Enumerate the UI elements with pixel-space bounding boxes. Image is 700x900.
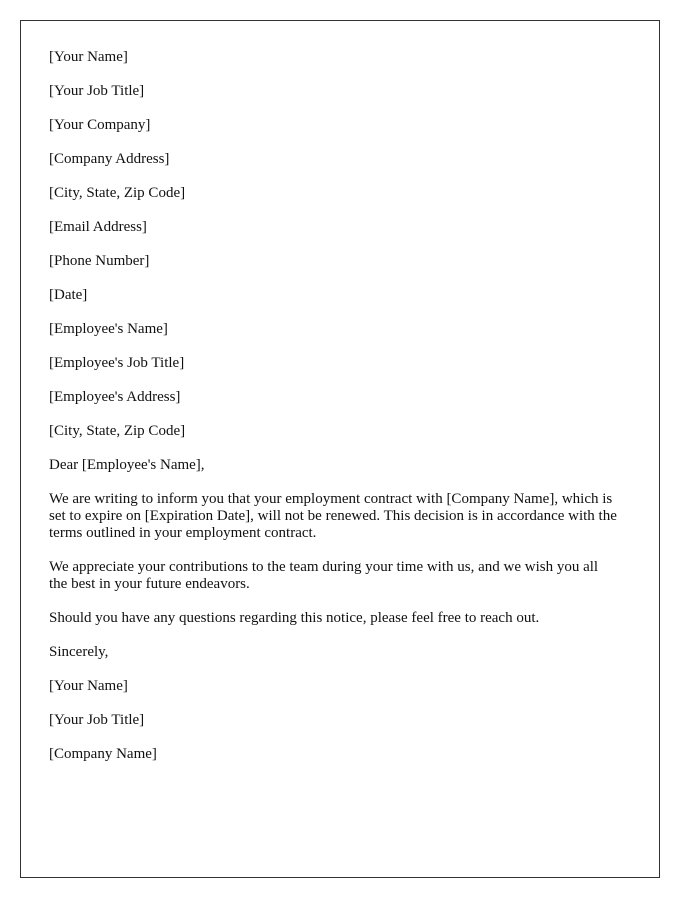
closing-name: [Your Name] [49,678,128,694]
sender-phone: [Phone Number] [49,253,150,269]
recipient-job-title: [Employee's Job Title] [49,355,185,371]
closing-company: [Company Name] [49,746,157,762]
sender-email: [Email Address] [49,219,147,235]
recipient-address: [Employee's Address] [49,389,181,405]
body-paragraph-1: We are writing to inform you that your employment contract with [Company Name], which is set to expire on [Expiration Date], will not be renewed. This decision is in accordance with the terms outlined in your employment contract. [49,491,617,541]
sender-city-state-zip: [City, State, Zip Code] [49,185,186,201]
sender-company-address: [Company Address] [49,151,170,167]
sender-company: [Your Company] [49,117,151,133]
letter-content [49,49,619,780]
sender-job-title: [Your Job Title] [49,83,145,99]
body-paragraph-2: We appreciate your contributions to the team during your time with us, and we wish you all the best in your future endeavors. [49,559,599,592]
recipient-name: [Employee's Name] [49,321,168,337]
letter-date: [Date] [49,287,88,303]
sender-name: [Your Name] [49,49,128,65]
salutation: Dear [Employee's Name], [49,457,205,473]
recipient-city-state-zip: [City, State, Zip Code] [49,423,186,439]
closing-job-title: [Your Job Title] [49,712,145,728]
valediction: Sincerely, [49,644,109,660]
letter-page [20,20,660,878]
body-paragraph-3: Should you have any questions regarding this notice, please feel free to reach out. [49,610,540,626]
